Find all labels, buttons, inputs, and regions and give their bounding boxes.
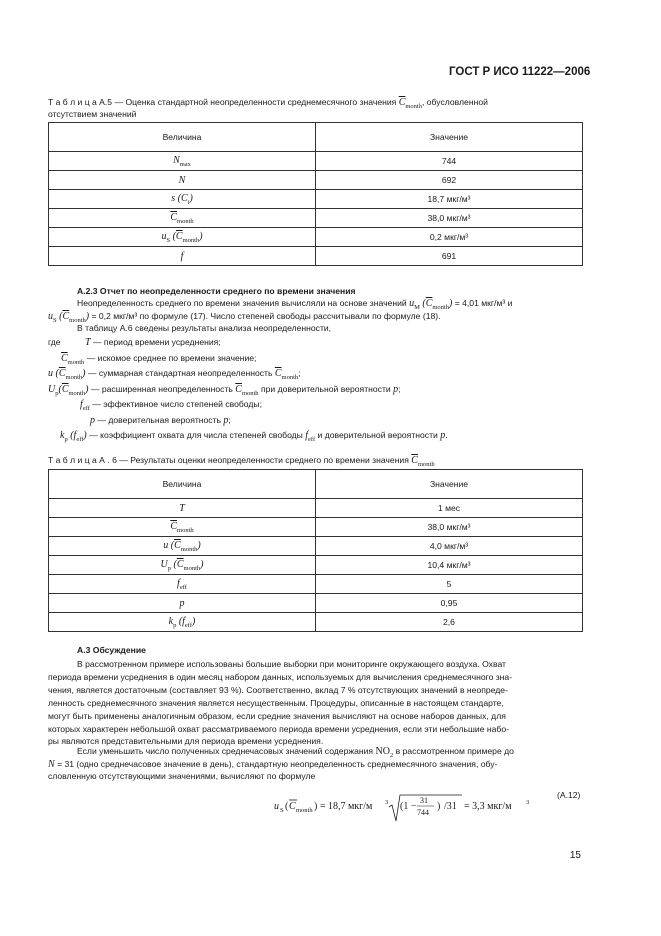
table5-row-s: s $(C_i)$ [49,190,316,209]
paragraph-line: периода времени усреднения в один месяц набором данных, используемых для вычисления среднемесячного зна- [48,671,513,682]
formula-a12 [272,792,532,828]
table6-value: 1 мес [316,499,583,518]
def-t: T — период времени усреднения; [85,337,221,348]
where-label: где [48,337,61,347]
table6-value: 4,0 мкг/м³ [316,537,583,556]
table-a5 [48,122,583,266]
paragraph-line: В рассмотренном примере использованы большие выборки при мониторинге окружающего воздуха. Охват [77,659,506,669]
table5-header-quantity: Величина [49,123,316,152]
table5-row-cmonth: $\overline{C}_{month}$ [49,209,316,228]
table6-value: 10,4 мкг/м³ [316,556,583,575]
section-a3-title: А.3 Обсуждение [77,645,146,655]
symbol-us: $u_S$ $(\overline{C}_{month})$ [48,311,90,324]
table5-caption-text: Т а б л и ц а А.5 — Оценка стандартной неопределенности среднемесячного значения [48,97,397,107]
table6-row-u: u $(\overline{C}_{month})$ [49,537,316,556]
svg-text:744: 744 [417,808,429,817]
svg-text:(1 −: (1 − [400,801,417,812]
svg-text:C: C [289,801,296,812]
table5-value: 18,7 мкг/м³ [316,190,583,209]
svg-text:): ) [437,801,441,812]
svg-text:31: 31 [420,796,428,805]
table5-row-us: $u_S$ $(\overline{C}_{month})$ [49,228,316,247]
table5-caption-line2: отсутствием значений [48,109,137,119]
table5-caption-suffix: , обусловленной [422,97,488,107]
formula-number: (А.12) [557,790,581,800]
table5-value: 691 [316,247,583,266]
paragraph-text: Неопределенность среднего по времени значения вычисляли на основе значений [77,298,407,308]
section-a23-paragraph2: В таблицу А.6 сведены результаты анализа неопределенности, [77,323,332,333]
paragraph-text: = 31 (одно среднечасовое значение в день), стандартную неопределенность среднемесячного значения, обу- [57,759,498,769]
svg-text:(: ( [285,801,289,812]
svg-text:3: 3 [385,799,389,806]
section-a3-paragraph1 [48,658,588,748]
svg-text:month: month [296,807,313,814]
def-p: p — доверительная вероятность p; [90,415,231,426]
paragraph-text: = 4,01 мкг/м³ и [454,298,513,308]
svg-text:3: 3 [526,799,530,806]
paragraph-line: могут быть применены аналогичным образом, если средние значения вычисляют на основе наборов данных, для [48,710,506,721]
table6-row-p: p [49,594,316,613]
def-up: $U_p(\overline{C}_{month})$ — расширенная неопределенность $\overline{C}_{month}$ при доверительной вероятности p; [48,384,401,397]
table5-caption-subscript: month [405,103,422,110]
table6-value: 38,0 мкг/м³ [316,518,583,537]
table6-row-t: T [49,499,316,518]
table6-caption: Т а б л и ц а А . 6 — Результаты оценки неопределенности среднего по времени значения $\overline{C}_{month}$ [48,455,435,468]
table5-value: 692 [316,171,583,190]
table6-row-kp: $k_p$ $(f_{eff})$ [49,613,316,632]
def-u: u $(\overline{C}_{month})$ — суммарная стандартная неопределенность $\overline{C}_{month}$; [48,368,301,381]
table6-value: 0,95 [316,594,583,613]
svg-text:) = 18,7 мкг/м: ) = 18,7 мкг/м [314,801,373,812]
table6-row-cmonth: $\overline{C}_{month}$ [49,518,316,537]
table5-caption-symbol: $\overline{C}$ [398,97,406,108]
table6-caption-text: Т а б л и ц а А . 6 — Результаты оценки неопределенности среднего по времени значения [48,455,409,465]
paragraph-line: чения, является достаточным (составляет 93 %). Соответственно, вклад 7 % отсутствующих значений в неопреде- [48,684,508,695]
table6-header-value: Значение [316,470,583,499]
table6-value: 2,6 [316,613,583,632]
paragraph-line: ленность среднемесячного значения является несущественным. Процедуры, описанные в настоящем стандарте, [48,697,504,708]
table6-value: 5 [316,575,583,594]
paragraph-text: Если уменьшить число полученных среднечасовых значений содержания [77,746,374,756]
paragraph-text: в рассмотренном примере до [395,746,514,756]
table6-header-quantity: Величина [49,470,316,499]
table5-row-nmax: $N_{max}$ [49,152,316,171]
table-a6 [48,469,583,632]
page-number: 15 [569,850,581,861]
section-a23-title: А.2.3 Отчет по неопределенности среднего по времени значения [77,286,356,296]
svg-text:/31: /31 [444,801,457,812]
table6-row-feff: $f_{eff}$ [49,575,316,594]
symbol-um: $u_M$ $(\overline{C}_{month})$ [409,298,453,311]
paragraph-text: = 0,2 мкг/м³ по формуле (17). Число степеней свободы рассчитывали по формуле (18). [91,311,441,321]
section-a3-paragraph2-line3: словленную отсутствующими значениями, вычисляют по формуле [48,771,316,781]
svg-text:u: u [274,801,279,812]
svg-text:S: S [280,807,284,814]
table5-header-value: Значение [316,123,583,152]
paragraph-line: ры являются представительными для периода времени усреднения. [48,736,324,747]
table5-row-n: N [49,171,316,190]
def-kp: $k_p$ $(f_{eff})$ — коэффициент охвата для числа степеней свободы $f_{eff}$ и доверительной вероятности p. [60,430,448,443]
def-feff: $f_{eff}$ — эффективное число степеней свободы; [80,399,262,412]
def-cmonth: $\overline{C}_{month}$ — искомое среднее по времени значение; [61,353,257,366]
section-a23-paragraph1 [77,298,512,311]
paragraph-line: которых характерен небольшой охват рассматриваемого периода времени усреднения, если эти небольшие набо- [48,723,509,734]
svg-text:= 3,3 мкг/м: = 3,3 мкг/м [464,801,512,812]
section-a3-paragraph2-line2: N = 31 (одно среднечасовое значение в день), стандартную неопределенность среднемесячного значения, обу- [48,759,498,770]
section-a3-paragraph2: Если уменьшить число полученных среднечасовых значений содержания $NO_2$ в рассмотренном примере до [77,746,514,759]
table6-row-up: $U_p$ $(\overline{C}_{month})$ [49,556,316,575]
table5-value: 38,0 мкг/м³ [316,209,583,228]
table5-row-f: f [49,247,316,266]
document-code: ГОСТ Р ИСО 11222—2006 [449,66,591,78]
table5-value: 744 [316,152,583,171]
formula-a12-graphic [272,792,532,826]
table5-value: 0,2 мкг/м³ [316,228,583,247]
